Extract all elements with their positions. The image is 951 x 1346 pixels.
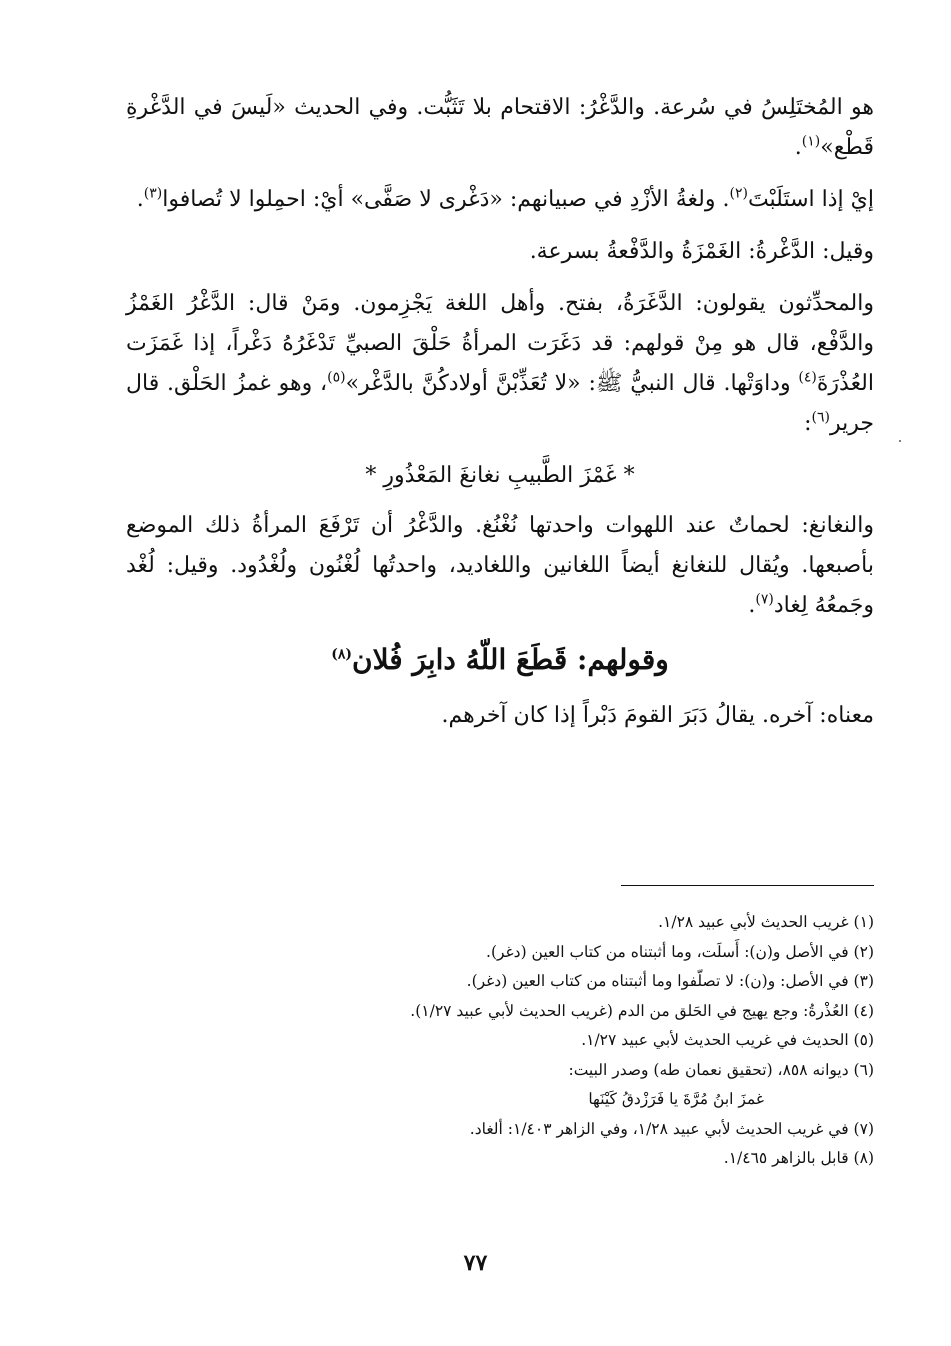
footnote-ref-2[interactable]: (٢) bbox=[729, 185, 748, 202]
footnote-ref-6[interactable]: (٦) bbox=[811, 409, 830, 426]
footnote-6: (٦) ديوانه ٨٥٨، (تحقيق نعمان طه) وصدر البيت: bbox=[568, 1060, 874, 1079]
footnote-2: (٢) في الأصل و(ن): أَسلَت، وما أثبتناه من كتاب العين (دغر). bbox=[486, 942, 874, 961]
footnote-ref-7[interactable]: (٧) bbox=[755, 591, 774, 608]
footnote-7: (٧) في غريب الحديث لأبي عبيد ١/٢٨، وفي الزاهر ١/٤٠٣: ألغاد. bbox=[469, 1119, 874, 1138]
page-number: ٧٧ bbox=[463, 1250, 488, 1276]
footnote-ref-1[interactable]: (١) bbox=[801, 133, 821, 150]
footnote-5: (٥) الحديث في غريب الحديث لأبي عبيد ١/٢٧. bbox=[581, 1031, 874, 1049]
footnote-8: (٨) قابل بالزاهر ١/٤٦٥. bbox=[723, 1149, 874, 1167]
paragraph-4-text-a: والمحدِّثون يقولون: الدَّغَرَةُ، بفتح. وأهل اللغة يَجْزِمون. ومَنْ قال: الدَّغْرُ الغَمْزُ والدَّفْع، قال هو مِنْ قولهم: قد دَغَرَت المرأةُ حَلْقَ الصبيِّ تَدْغَرُهُ دَغْراً، إذا غَمَزَت العُذْرَةَ bbox=[126, 291, 875, 396]
paragraph-4-end: : bbox=[804, 411, 812, 436]
footnote-4: (٤) العُذْرةُ: وجع يهيج في الحَلق من الدم (غريب الحديث لأبي عبيد ١/٢٧). bbox=[410, 1001, 874, 1020]
paragraph-3-text: وقيل: الدَّغْرةُ: الغَمْزَةُ والدَّفْعةُ بسرعة. bbox=[529, 239, 874, 264]
poetry-verse: * غَمْزَ الطَّبيبِ نغانغَ المَعْذُورِ * bbox=[365, 463, 635, 488]
paragraph-4 bbox=[126, 284, 874, 444]
paragraph-4-text-c: ، وهو غمزُ الحَلْق. قال جرير bbox=[126, 371, 874, 436]
footnote-6-verse: غمزَ ابنُ مُرَّةَ يا فَرَزْدقُ كَيْنَها bbox=[588, 1090, 764, 1108]
footnote-3: (٣) في الأصل: و(ن): لا تصلّفوا وما أثبتناه من كتاب العين (دغر). bbox=[466, 972, 874, 990]
section-heading-text: وقولهم: قَطَعَ اللّهُ دابِرَ فُلان bbox=[352, 643, 669, 676]
paragraph-2 bbox=[126, 180, 874, 220]
paragraph-2-text-b: . ولغةُ الأزْدِ في صبيانهم: «دَغْرى لا صَفَّى» أيْ: احمِلوا لا تُصافوا bbox=[162, 187, 730, 212]
paragraph-5 bbox=[126, 506, 874, 626]
footnote-1: (١) غريب الحديث لأبي عبيد ١/٢٨. bbox=[658, 913, 874, 931]
paragraph-4-text-b: وداوَتْها. قال النبيُّ ﷺ: «لا تُعَذِّبْنَّ أولادكُنَّ بالدَّغْر» bbox=[345, 371, 799, 396]
footnote-ref-3[interactable]: (٣) bbox=[143, 185, 163, 202]
main-text bbox=[126, 88, 874, 748]
paragraph-5-end: . bbox=[748, 593, 756, 618]
paragraph-2-text-a: إيْ إذا استَلَبْتَ bbox=[747, 187, 874, 212]
paragraph-6 bbox=[126, 696, 874, 736]
paragraph-1 bbox=[126, 88, 874, 168]
paragraph-6-text: معناه: آخره. يقالُ دَبَرَ القومَ دَبْراً إذا كان آخرهم. bbox=[441, 703, 874, 728]
scan-speck bbox=[899, 440, 901, 442]
paragraph-5-text: والنغانغ: لحماتٌ عند اللهوات واحدتها نُغْنُغ. والدَّغْرُ أن تَرْفَعَ المرأةُ ذلك الموضع بأصبعها. ويُقال للنغانغ أيضاً اللغانين واللغاديد، واحدتُها لُغْنُون ولُغْدُود. وقيل: لُغْد وجَمعُهُ لِغاد bbox=[126, 513, 874, 618]
paragraph-1-text: هو المُختَلِسُ في سُرعة. والدَّغْرُ: الاقتحام بلا تَثَبُّت. وفي الحديث «لَيسَ في الدَّغْرةِ قَطْع» bbox=[126, 95, 874, 160]
paragraph-3 bbox=[126, 232, 874, 272]
paragraph-1-end: . bbox=[794, 135, 802, 160]
footnote-separator bbox=[621, 885, 874, 886]
footnote-ref-8[interactable]: (٨) bbox=[331, 646, 352, 663]
footnote-ref-4[interactable]: (٤) bbox=[798, 369, 817, 386]
footnote-ref-5[interactable]: (٥) bbox=[327, 369, 346, 386]
paragraph-2-end: . bbox=[136, 187, 144, 212]
footnotes bbox=[300, 908, 874, 1174]
section-heading bbox=[126, 638, 874, 682]
